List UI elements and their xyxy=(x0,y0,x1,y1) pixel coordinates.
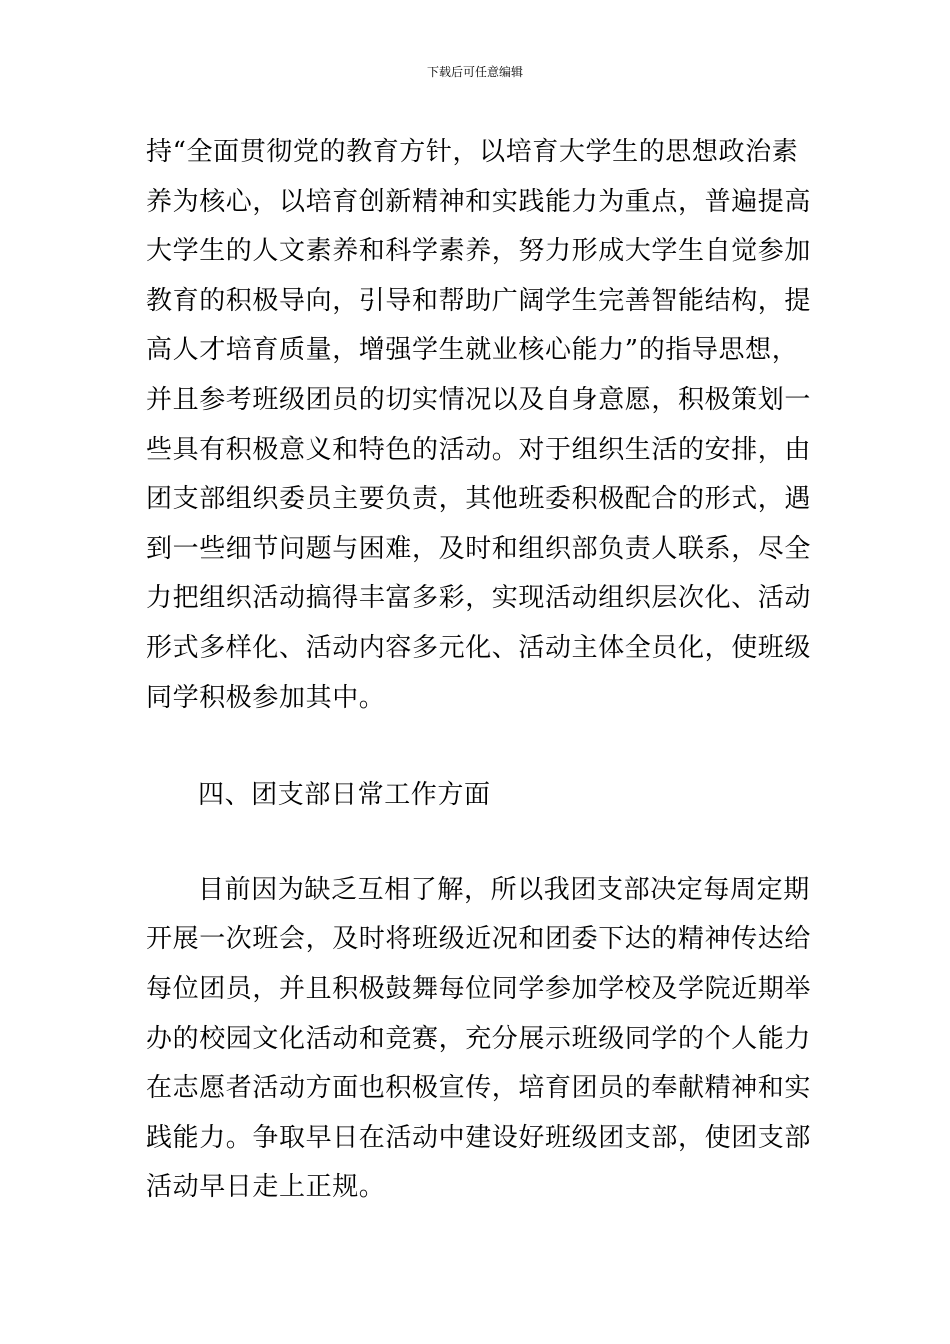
text-line: 并且参考班级团员的切实情况以及自身意愿，积极策划一 xyxy=(146,384,812,415)
document-body xyxy=(146,128,812,1213)
paragraph-1 xyxy=(146,128,812,723)
text-line: 每位团员，并且积极鼓舞每位同学参加学校及学院近期举 xyxy=(146,973,812,1004)
text-line: 开展一次班会，及时将班级近况和团委下达的精神传达给 xyxy=(146,924,812,955)
text-line: 持“全面贯彻党的教育方针，以培育大学生的思想政治素 xyxy=(146,137,799,167)
text-line: 养为核心，以培育创新精神和实践能力为重点，普遍提高 xyxy=(146,186,812,217)
section-heading: 四、团支部日常工作方面 xyxy=(198,780,491,811)
text-line: 些具有积极意义和特色的活动。对于组织生活的安排，由 xyxy=(146,434,812,465)
text-line: 践能力。争取早日在活动中建设好班级团支部，使团支部 xyxy=(146,1122,812,1153)
text-line: 高人才培育质量，增强学生就业核心能力”的指导思想， xyxy=(146,335,799,366)
text-line: 团支部组织委员主要负责，其他班委积极配合的形式，遇 xyxy=(146,484,812,515)
text-line: 到一些细节问题与困难，及时和组织部负责人联系，尽全 xyxy=(146,533,812,564)
paragraph-spacer xyxy=(146,821,808,866)
text-line: 力把组织活动搞得丰富多彩，实现活动组织层次化、活动 xyxy=(146,583,812,614)
text-line: 活动早日走上正规。 xyxy=(146,1172,386,1203)
text-line: 在志愿者活动方面也积极宣传，培育团员的奉献精神和实 xyxy=(146,1073,812,1104)
paragraph-2 xyxy=(146,866,812,1213)
text-line: 教育的积极导向，引导和帮助广阔学生完善智能结构，提 xyxy=(146,285,812,316)
text-line: 大学生的人文素养和科学素养，努力形成大学生自觉参加 xyxy=(146,236,812,267)
text-line: 同学积极参加其中。 xyxy=(146,682,386,713)
text-line: 目前因为缺乏互相了解，所以我团支部决定每周定期 xyxy=(198,874,810,905)
page-header: 下载后可任意编辑 xyxy=(426,65,523,79)
paragraph-spacer xyxy=(146,723,808,771)
text-line: 办的校园文化活动和竞赛，充分展示班级同学的个人能力 xyxy=(146,1023,812,1054)
text-line: 形式多样化、活动内容多元化、活动主体全员化，使班级 xyxy=(146,632,812,663)
